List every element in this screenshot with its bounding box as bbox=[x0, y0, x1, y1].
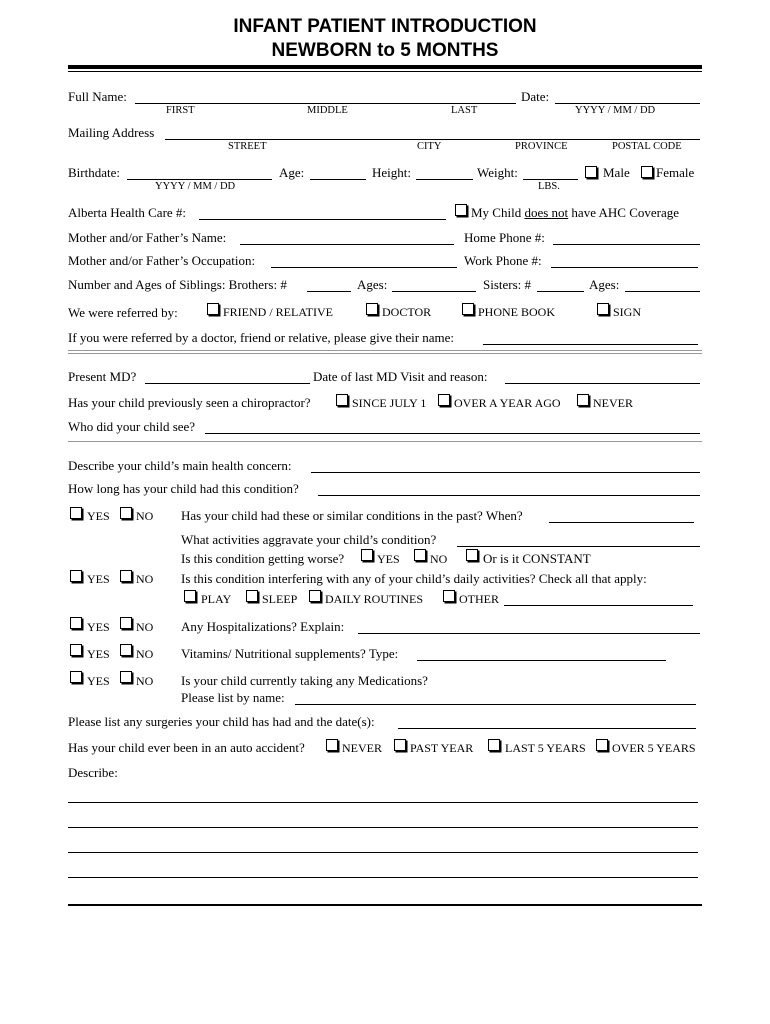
who-seen-field[interactable] bbox=[205, 419, 700, 434]
male-label: Male bbox=[603, 165, 630, 180]
chiro-since-july-checkbox[interactable] bbox=[336, 394, 348, 406]
past-question: Has your child had these or similar conditions in the past? When? bbox=[181, 508, 523, 523]
brothers-ages-label: Ages: bbox=[357, 277, 388, 292]
ahc-field[interactable] bbox=[199, 205, 446, 220]
no-ahc-suffix: have AHC Coverage bbox=[571, 205, 680, 220]
weight-label: Weight: bbox=[477, 165, 518, 180]
weight-unit-label: LBS. bbox=[538, 181, 560, 192]
date-field[interactable] bbox=[555, 89, 700, 104]
vitamins-yes-checkbox[interactable] bbox=[70, 644, 82, 656]
birthdate-format-label: YYYY / MM / DD bbox=[155, 181, 236, 192]
vitamins-no-label: NO bbox=[136, 647, 154, 661]
title-rule-thin bbox=[68, 71, 702, 72]
hospital-no-checkbox[interactable] bbox=[120, 617, 132, 629]
describe-label: Describe: bbox=[68, 765, 118, 780]
meds-no-label: NO bbox=[136, 674, 154, 688]
full-name-label: Full Name: bbox=[68, 89, 127, 104]
describe-line-4[interactable] bbox=[68, 863, 698, 878]
referral-friend-label: FRIEND / RELATIVE bbox=[223, 305, 333, 319]
weight-field[interactable] bbox=[523, 165, 578, 180]
worse-yes-checkbox[interactable] bbox=[361, 549, 373, 561]
date-label: Date: bbox=[521, 89, 550, 104]
meds-yes-checkbox[interactable] bbox=[70, 671, 82, 683]
age-field[interactable] bbox=[310, 165, 366, 180]
parent-occupation-label: Mother and/or Father’s Occupation: bbox=[68, 253, 256, 268]
no-ahc-emphasis: does not bbox=[524, 205, 569, 220]
activity-play-checkbox[interactable] bbox=[184, 590, 196, 602]
height-field[interactable] bbox=[416, 165, 473, 180]
section-divider bbox=[68, 350, 702, 351]
surgeries-label: Please list any surgeries your child has had and the date(s): bbox=[68, 714, 375, 729]
no-ahc-checkbox[interactable] bbox=[455, 204, 467, 216]
worse-yes-label: YES bbox=[377, 552, 400, 566]
activity-sleep-label: SLEEP bbox=[262, 592, 298, 606]
chiropractor-label: Has your child previously seen a chiropractor? bbox=[68, 395, 311, 410]
aggravate-field[interactable] bbox=[457, 532, 700, 547]
work-phone-label: Work Phone #: bbox=[464, 253, 542, 268]
referral-doctor-label: DOCTOR bbox=[382, 305, 432, 319]
last-visit-field[interactable] bbox=[505, 369, 700, 384]
worse-no-checkbox[interactable] bbox=[414, 549, 426, 561]
province-label: PROVINCE bbox=[515, 141, 568, 152]
past-no-label: NO bbox=[136, 509, 154, 523]
vitamins-yes-label: YES bbox=[87, 647, 110, 661]
interfering-yes-label: YES bbox=[87, 572, 110, 586]
concern-label: Describe your child’s main health concern: bbox=[68, 458, 292, 473]
constant-checkbox[interactable] bbox=[466, 549, 478, 561]
footer-rule bbox=[68, 904, 702, 906]
present-md-field[interactable] bbox=[145, 369, 310, 384]
parent-name-label: Mother and/or Father’s Name: bbox=[68, 230, 227, 245]
sisters-label: Sisters: # bbox=[483, 277, 532, 292]
brothers-ages-field[interactable] bbox=[392, 277, 476, 292]
meds-question: Is your child currently taking any Medications? bbox=[181, 673, 428, 688]
how-long-label: How long has your child had this condition? bbox=[68, 481, 299, 496]
parent-occupation-field[interactable] bbox=[271, 253, 457, 268]
middle-label: MIDDLE bbox=[307, 105, 348, 116]
section-divider bbox=[68, 441, 702, 442]
male-checkbox[interactable] bbox=[585, 166, 597, 178]
no-ahc-prefix: My Child bbox=[471, 205, 522, 220]
hospital-question: Any Hospitalizations? Explain: bbox=[181, 619, 345, 634]
accident-past-year-label: PAST YEAR bbox=[410, 741, 474, 755]
referral-sign-label: SIGN bbox=[613, 305, 642, 319]
city-label: CITY bbox=[417, 141, 442, 152]
no-ahc-label bbox=[471, 205, 679, 221]
hospital-field[interactable] bbox=[358, 619, 700, 634]
referral-sign-checkbox[interactable] bbox=[597, 303, 609, 315]
brothers-count-field[interactable] bbox=[307, 277, 351, 292]
vitamins-question: Vitamins/ Nutritional supplements? Type: bbox=[181, 646, 399, 661]
hospital-yes-checkbox[interactable] bbox=[70, 617, 82, 629]
ahc-label: Alberta Health Care #: bbox=[68, 205, 187, 220]
describe-line-2[interactable] bbox=[68, 813, 698, 828]
aggravate-question: What activities aggravate your child’s condition? bbox=[181, 532, 437, 547]
interfering-no-checkbox[interactable] bbox=[120, 570, 132, 582]
concern-field[interactable] bbox=[311, 458, 700, 473]
vitamins-field[interactable] bbox=[417, 646, 666, 661]
meds-list-label: Please list by name: bbox=[181, 690, 285, 705]
activity-routines-label: DAILY ROUTINES bbox=[325, 592, 424, 606]
hospital-no-label: NO bbox=[136, 620, 154, 634]
sisters-ages-field[interactable] bbox=[625, 277, 700, 292]
sisters-ages-label: Ages: bbox=[589, 277, 620, 292]
referral-doctor-checkbox[interactable] bbox=[366, 303, 378, 315]
street-label: STREET bbox=[228, 141, 267, 152]
activity-other-field[interactable] bbox=[504, 591, 693, 606]
who-seen-label: Who did your child see? bbox=[68, 419, 196, 434]
interfering-yes-checkbox[interactable] bbox=[70, 570, 82, 582]
accident-label: Has your child ever been in an auto accident? bbox=[68, 740, 305, 755]
constant-label: Or is it CONSTANT bbox=[483, 551, 591, 566]
how-long-field[interactable] bbox=[318, 481, 700, 496]
title-rule-thick bbox=[68, 65, 702, 69]
meds-list-field[interactable] bbox=[295, 690, 696, 705]
meds-yes-label: YES bbox=[87, 674, 110, 688]
form-subtitle: NEWBORN to 5 MONTHS bbox=[271, 40, 499, 61]
past-yes-checkbox[interactable] bbox=[70, 507, 82, 519]
hospital-yes-label: YES bbox=[87, 620, 110, 634]
activity-other-label: OTHER bbox=[459, 592, 499, 606]
accident-last-5-label: LAST 5 YEARS bbox=[505, 741, 586, 755]
accident-last-5-checkbox[interactable] bbox=[488, 739, 500, 751]
referral-name-field[interactable] bbox=[483, 330, 698, 345]
section-divider bbox=[68, 353, 702, 354]
referral-name-prompt: If you were referred by a doctor, friend or relative, please give their name: bbox=[68, 330, 455, 345]
activity-play-label: PLAY bbox=[201, 592, 232, 606]
siblings-label: Number and Ages of Siblings: Brothers: # bbox=[68, 277, 287, 292]
mailing-address-label: Mailing Address bbox=[68, 125, 155, 140]
accident-over-5-checkbox[interactable] bbox=[596, 739, 608, 751]
accident-never-label: NEVER bbox=[342, 741, 382, 755]
worse-question: Is this condition getting worse? bbox=[181, 551, 345, 566]
birthdate-field[interactable] bbox=[127, 165, 272, 180]
home-phone-label: Home Phone #: bbox=[464, 230, 545, 245]
accident-past-year-checkbox[interactable] bbox=[394, 739, 406, 751]
referral-phonebook-checkbox[interactable] bbox=[462, 303, 474, 315]
chiro-never-label: NEVER bbox=[593, 396, 633, 410]
chiro-since-july-label: SINCE JULY 1 bbox=[352, 396, 427, 410]
activity-sleep-checkbox[interactable] bbox=[246, 590, 258, 602]
referral-label: We were referred by: bbox=[68, 305, 178, 320]
referral-friend-checkbox[interactable] bbox=[207, 303, 219, 315]
age-label: Age: bbox=[279, 165, 305, 180]
accident-never-checkbox[interactable] bbox=[326, 739, 338, 751]
parent-name-field[interactable] bbox=[240, 230, 454, 245]
female-label: Female bbox=[656, 165, 695, 180]
work-phone-field[interactable] bbox=[551, 253, 698, 268]
first-label: FIRST bbox=[166, 105, 195, 116]
surgeries-field[interactable] bbox=[398, 714, 696, 729]
past-no-checkbox[interactable] bbox=[120, 507, 132, 519]
accident-over-5-label: OVER 5 YEARS bbox=[612, 741, 696, 755]
full-name-field[interactable] bbox=[135, 89, 516, 104]
home-phone-field[interactable] bbox=[553, 230, 700, 245]
past-field[interactable] bbox=[549, 508, 694, 523]
chiro-over-year-label: OVER A YEAR AGO bbox=[454, 396, 561, 410]
female-checkbox[interactable] bbox=[641, 166, 653, 178]
vitamins-no-checkbox[interactable] bbox=[120, 644, 132, 656]
date-format-label: YYYY / MM / DD bbox=[575, 105, 656, 116]
last-label: LAST bbox=[451, 105, 478, 116]
sisters-count-field[interactable] bbox=[537, 277, 584, 292]
last-visit-label: Date of last MD Visit and reason: bbox=[313, 369, 488, 384]
birthdate-label: Birthdate: bbox=[68, 165, 120, 180]
form-title: INFANT PATIENT INTRODUCTION bbox=[233, 16, 537, 37]
postal-code-label: POSTAL CODE bbox=[612, 141, 682, 152]
present-md-label: Present MD? bbox=[68, 369, 137, 384]
referral-phonebook-label: PHONE BOOK bbox=[478, 305, 556, 319]
mailing-address-field[interactable] bbox=[165, 125, 700, 140]
meds-no-checkbox[interactable] bbox=[120, 671, 132, 683]
height-label: Height: bbox=[372, 165, 411, 180]
interfering-no-label: NO bbox=[136, 572, 154, 586]
past-yes-label: YES bbox=[87, 509, 110, 523]
activity-other-checkbox[interactable] bbox=[443, 590, 455, 602]
chiro-over-year-checkbox[interactable] bbox=[438, 394, 450, 406]
activity-routines-checkbox[interactable] bbox=[309, 590, 321, 602]
chiro-never-checkbox[interactable] bbox=[577, 394, 589, 406]
interfering-question: Is this condition interfering with any of your child’s daily activities? Check all that apply: bbox=[181, 571, 647, 586]
worse-no-label: NO bbox=[430, 552, 448, 566]
describe-line-1[interactable] bbox=[68, 788, 698, 803]
describe-line-3[interactable] bbox=[68, 838, 698, 853]
